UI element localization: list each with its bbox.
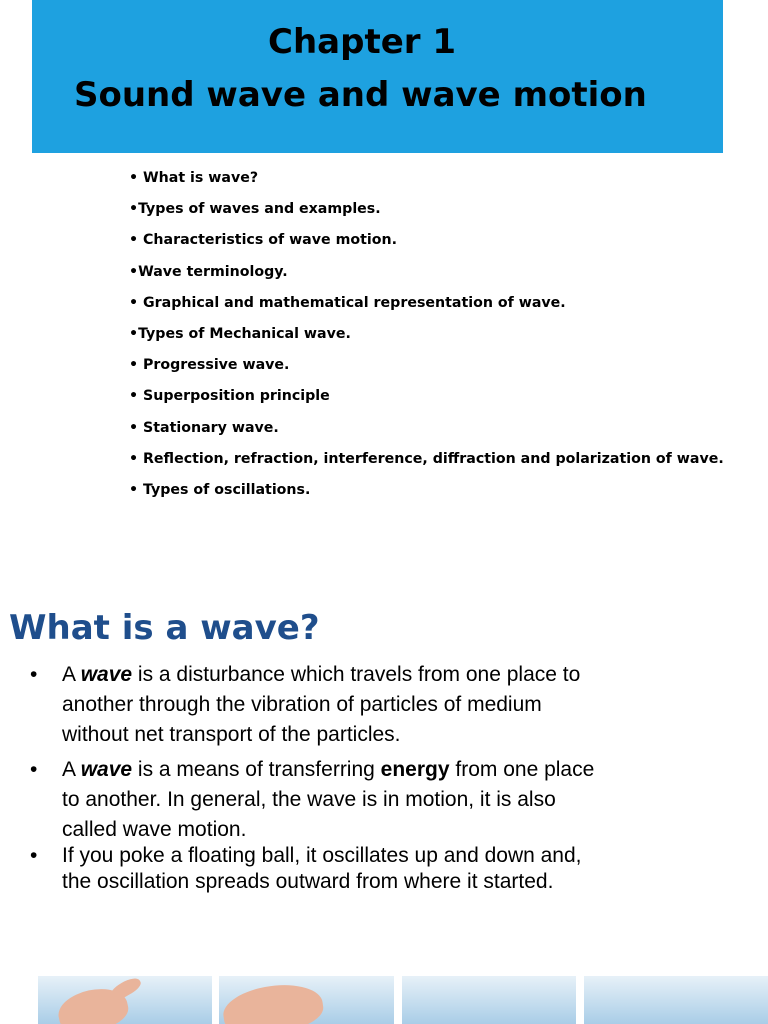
chapter-title: Sound wave and wave motion bbox=[74, 75, 647, 115]
water-photo bbox=[402, 976, 576, 1024]
topic-item: • Reflection, refraction, interference, diffraction and polarization of wave. bbox=[129, 450, 724, 467]
point-line: without net transport of the particles. bbox=[62, 723, 401, 746]
topic-item: • Types of oscillations. bbox=[129, 481, 311, 498]
point-line: called wave motion. bbox=[62, 818, 247, 841]
hand-photo bbox=[219, 976, 394, 1024]
point-keyword-energy: energy bbox=[380, 758, 450, 781]
hand-shape bbox=[220, 979, 325, 1024]
topic-item: • Superposition principle bbox=[129, 388, 330, 405]
definition-point bbox=[30, 660, 750, 750]
section-heading: What is a wave? bbox=[9, 608, 320, 648]
definition-list bbox=[30, 660, 750, 895]
topic-item: • Stationary wave. bbox=[129, 419, 279, 436]
topic-item: •Wave terminology. bbox=[129, 263, 288, 280]
point-line: another through the vibration of particles of medium bbox=[62, 693, 542, 716]
point-text-end: from one place bbox=[449, 758, 595, 781]
topic-item: •Types of waves and examples. bbox=[129, 201, 381, 218]
point-line: to another. In general, the wave is in motion, it is also bbox=[62, 788, 556, 811]
topic-list bbox=[129, 166, 749, 509]
bullet-icon: • bbox=[30, 663, 38, 686]
definition-point bbox=[30, 755, 750, 845]
topic-item: •Types of Mechanical wave. bbox=[129, 325, 351, 342]
point-text: is a means of transferring bbox=[132, 758, 381, 781]
topic-item: • Progressive wave. bbox=[129, 357, 290, 374]
topic-item: • Graphical and mathematical representation of wave. bbox=[129, 294, 566, 311]
illustration-strip bbox=[38, 976, 768, 1024]
point-keyword: wave bbox=[80, 663, 133, 686]
point-text-start: A bbox=[62, 758, 81, 781]
topic-item: • Characteristics of wave motion. bbox=[129, 232, 397, 249]
water-photo bbox=[584, 976, 768, 1024]
chapter-banner bbox=[32, 0, 723, 153]
topic-item: • What is wave? bbox=[129, 170, 259, 186]
hand-photo bbox=[38, 976, 212, 1024]
bullet-icon: • bbox=[30, 844, 38, 867]
bullet-icon: • bbox=[30, 758, 38, 781]
point-text-start: A bbox=[62, 663, 81, 686]
point-text: is a disturbance which travels from one place to bbox=[132, 663, 581, 686]
point-keyword: wave bbox=[80, 758, 133, 781]
point-line: the oscillation spreads outward from where it started. bbox=[62, 870, 554, 893]
chapter-number: Chapter 1 bbox=[268, 22, 457, 62]
definition-point bbox=[30, 843, 750, 895]
point-line: If you poke a floating ball, it oscillates up and down and, bbox=[62, 844, 582, 867]
